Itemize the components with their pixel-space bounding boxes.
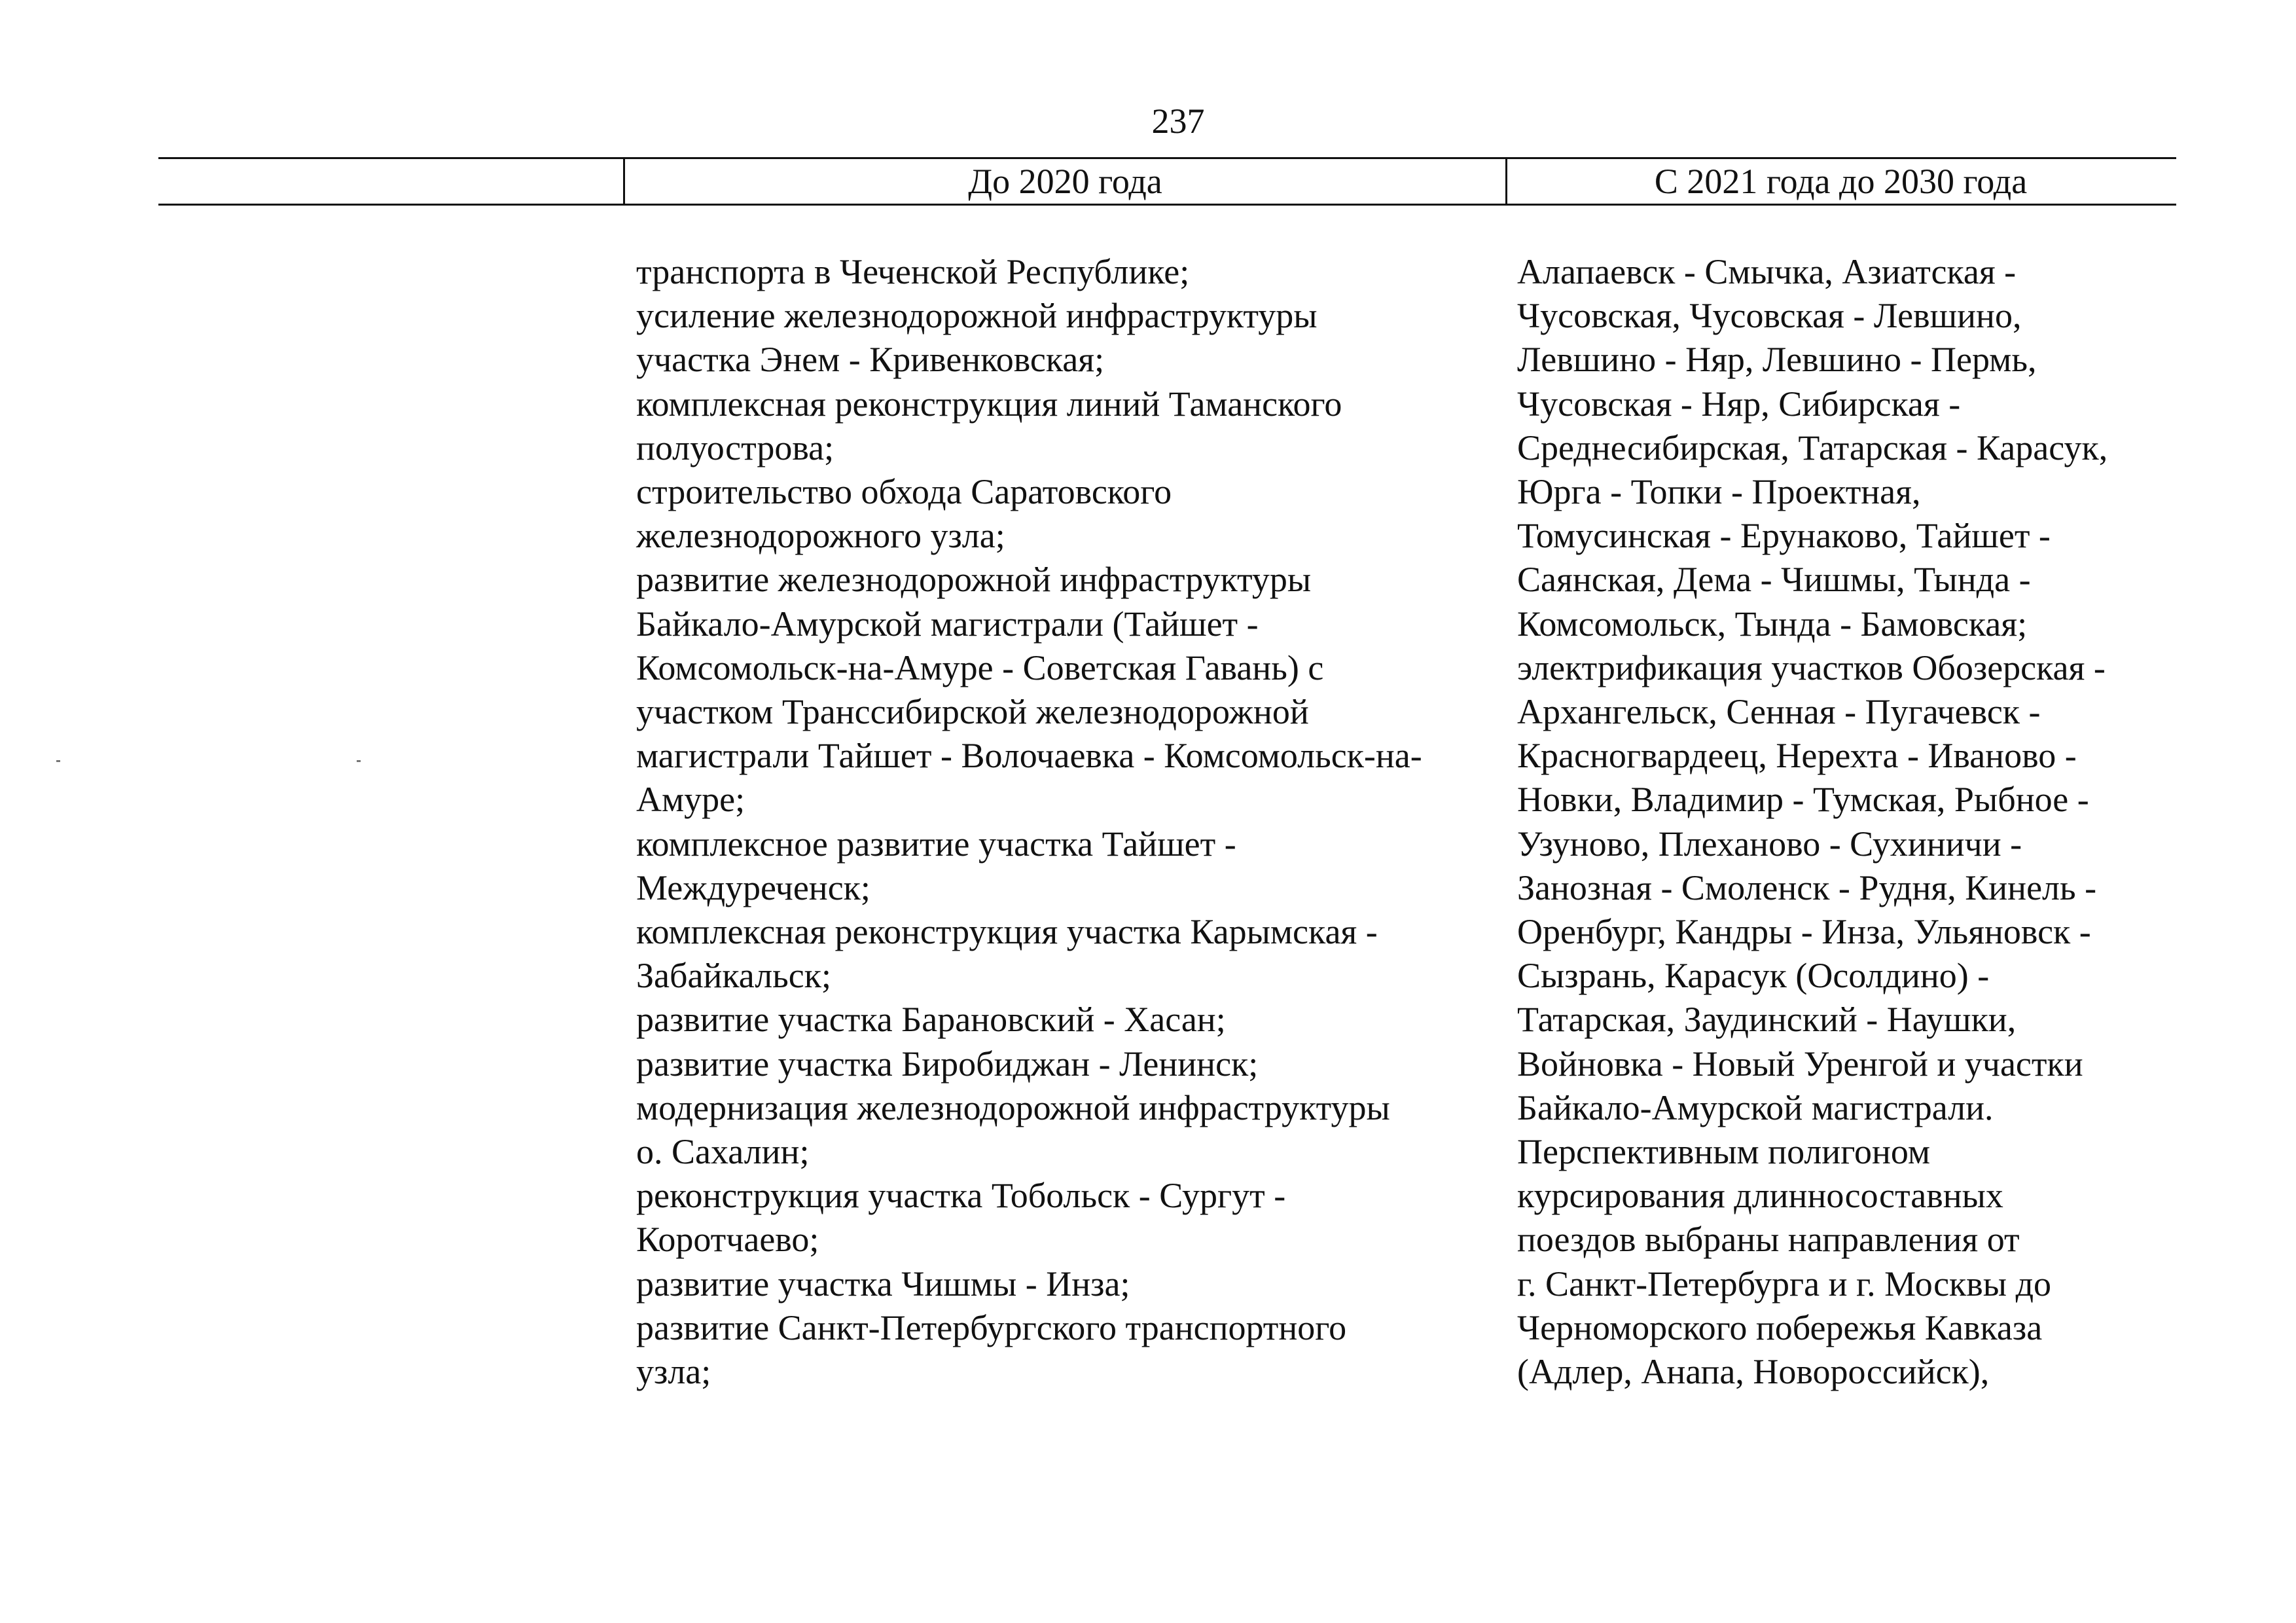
text-line-left: магистрали Тайшет - Волочаевка - Комсомольск-на- (636, 736, 1422, 776)
text-line-right: курсирования длинносоставных (1517, 1176, 2003, 1216)
text-line-left: узла; (636, 1352, 711, 1392)
text-line-right: Черноморского побережья Кавказа (1517, 1307, 2043, 1347)
text-line-right: Алапаевск - Смычка, Азиатская - (1517, 252, 2017, 291)
text-line-left: о. Сахалин; (636, 1132, 810, 1172)
text-line-right: Чусовская - Няр, Сибирская - (1517, 384, 1961, 424)
text-line-right: электрификация участков Обозерская - (1517, 647, 2106, 687)
text-line-right: Татарская, Заудинский - Наушки, (1517, 1000, 2017, 1040)
text-line-right: Среднесибирская, Татарская - Карасук, (1517, 428, 2108, 467)
text-line-left: Междуреченск; (636, 867, 870, 907)
header-2021-2030: С 2021 года до 2030 года (1654, 162, 2028, 201)
text-line-left: участком Транссибирской железнодорожной (636, 692, 1309, 732)
scan-artifact (357, 760, 361, 762)
scan-artifact (56, 760, 60, 762)
text-line-left: комплексная реконструкция участка Карымская - (636, 912, 1378, 952)
text-line-right: Архангельск, Сенная - Пугачевск - (1517, 692, 2041, 732)
text-line-left: транспорта в Чеченской Республике; (636, 252, 1190, 291)
text-line-right: Томусинская - Ерунаково, Тайшет - (1517, 516, 2051, 556)
page-number: 237 (1151, 101, 1205, 141)
text-line-left: комплексная реконструкция линий Таманского (636, 384, 1342, 424)
text-line-left: участка Энем - Кривенковская; (636, 340, 1105, 380)
text-line-left: Коротчаево; (636, 1220, 819, 1260)
text-line-left: комплексное развитие участка Тайшет - (636, 824, 1236, 864)
table-header (158, 157, 2176, 206)
text-line-right: г. Санкт-Петербурга и г. Москвы до (1517, 1264, 2052, 1304)
text-line-right: Занозная - Смоленск - Рудня, Кинель - (1517, 867, 2097, 907)
column-2021-2030 (1517, 250, 2108, 1394)
text-line-right: (Адлер, Анапа, Новороссийск), (1517, 1352, 1990, 1392)
text-line-left: развитие участка Чишмы - Инза; (636, 1264, 1130, 1304)
text-line-left: развитие участка Барановский - Хасан; (636, 1000, 1226, 1040)
header-until-2020: До 2020 года (623, 159, 1507, 204)
column-until-2020 (636, 250, 1422, 1394)
text-line-left: реконструкция участка Тобольск - Сургут - (636, 1176, 1286, 1216)
text-line-left: полуострова; (636, 428, 834, 467)
text-line-left: Амуре; (636, 780, 745, 820)
text-line-right: Байкало-Амурской магистрали. (1517, 1087, 1994, 1127)
text-line-left: усиление железнодорожной инфраструктуры (636, 296, 1318, 336)
text-line-left: модернизация железнодорожной инфраструктуры (636, 1087, 1390, 1127)
text-line-left: развитие участка Биробиджан - Ленинск; (636, 1044, 1259, 1084)
text-line-left: строительство обхода Саратовского (636, 472, 1172, 512)
text-line-right: Левшино - Няр, Левшино - Пермь, (1517, 340, 2037, 380)
text-line-left: Комсомольск-на-Амуре - Советская Гавань) с (636, 647, 1324, 687)
text-line-left: железнодорожного узла; (636, 516, 1005, 556)
text-line-right: Юрга - Топки - Проектная, (1517, 472, 1921, 512)
text-line-right: Сызрань, Карасук (Осолдино) - (1517, 956, 1990, 996)
text-line-right: Комсомольск, Тында - Бамовская; (1517, 604, 2028, 644)
text-line-right: поездов выбраны направления от (1517, 1220, 2020, 1260)
text-line-left: развитие Санкт-Петербургского транспортного (636, 1307, 1347, 1347)
text-line-right: Саянская, Дема - Чишмы, Тында - (1517, 560, 2031, 600)
text-line-right: Оренбург, Кандры - Инза, Ульяновск - (1517, 912, 2091, 952)
text-line-right: Чусовская, Чусовская - Левшино, (1517, 296, 2022, 336)
text-line-right: Узуново, Плеханово - Сухиничи - (1517, 824, 2022, 864)
text-line-right: Красногвардеец, Нерехта - Иваново - (1517, 736, 2077, 776)
text-line-left: Байкало-Амурской магистрали (Тайшет - (636, 604, 1259, 644)
text-line-left: Забайкальск; (636, 956, 832, 996)
text-line-left: развитие железнодорожной инфраструктуры (636, 560, 1312, 600)
text-line-right: Перспективным полигоном (1517, 1132, 1931, 1172)
text-line-right: Новки, Владимир - Тумская, Рыбное - (1517, 780, 2089, 820)
text-line-right: Войновка - Новый Уренгой и участки (1517, 1044, 2083, 1084)
